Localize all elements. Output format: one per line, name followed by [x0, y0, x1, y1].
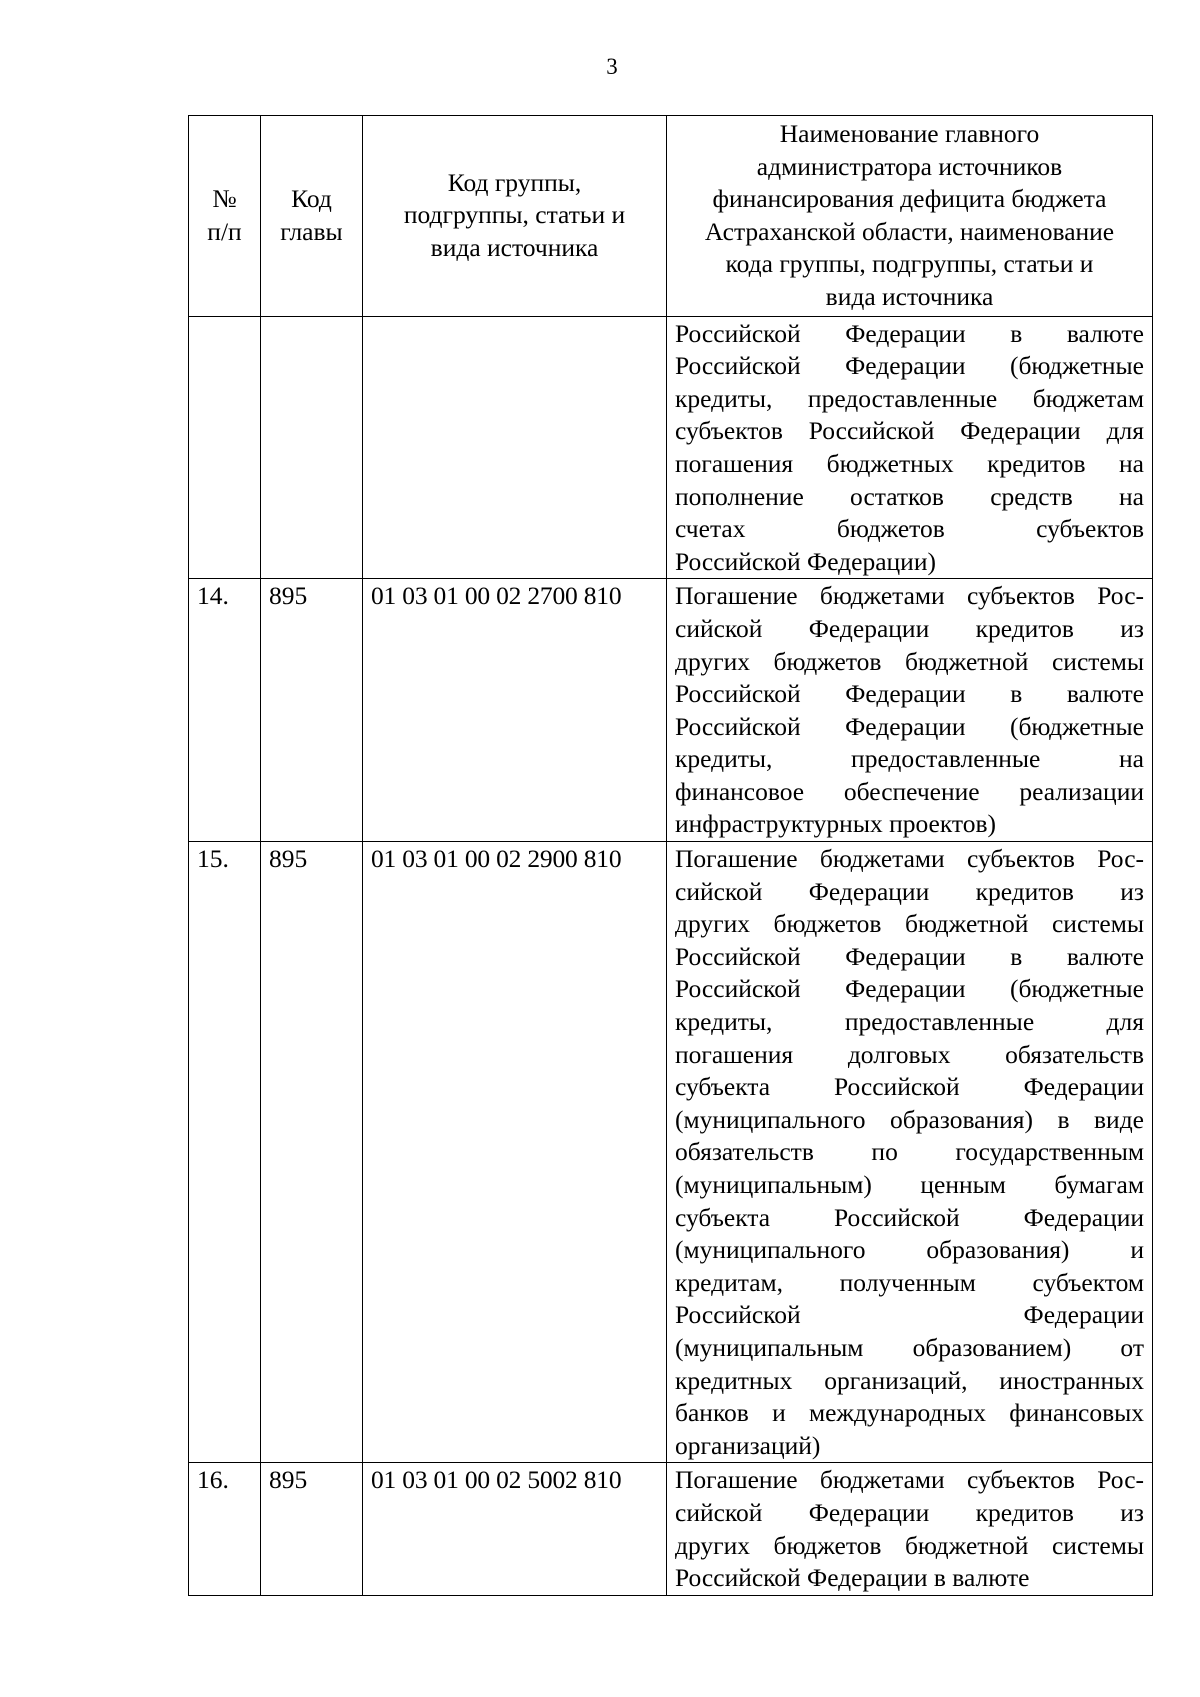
description-line: субъекта Российской Федерации: [675, 1072, 1144, 1102]
description-line: (муниципальным образованием) от: [675, 1332, 1144, 1362]
description-line: Российской Федерации (бюджетные: [675, 711, 1144, 741]
description-line: пополнение остатков средств на: [675, 481, 1144, 511]
row-description: [667, 316, 1153, 579]
description-line: финансовое обеспечение реализации: [675, 776, 1144, 806]
header-text-line: Код группы,: [447, 167, 582, 197]
header-num: [189, 116, 261, 317]
table-row: [189, 316, 1153, 579]
header-text-line: финансирования дефицита бюджета: [712, 184, 1107, 214]
row-source-code: [363, 316, 667, 579]
description-line: субъектов Российской Федерации для: [675, 416, 1144, 446]
description-line: погашения бюджетных кредитов на: [675, 448, 1144, 478]
description-line: субъекта Российской Федерации: [675, 1202, 1144, 1232]
row-description: [667, 842, 1153, 1463]
description-line: Российской Федерации (бюджетные: [675, 351, 1144, 381]
row-number: 14.: [189, 579, 261, 842]
description-line: других бюджетов бюджетной системы: [675, 1530, 1144, 1560]
row-description: [667, 1463, 1153, 1595]
description-line: (муниципальным) ценным бумагам: [675, 1170, 1144, 1199]
row-source-code: 01 03 01 00 02 2700 810: [363, 579, 667, 842]
description-line: Российской Федерации в валюте: [675, 679, 1144, 709]
row-chapter-code: 895: [261, 842, 363, 1463]
description-line: сийской Федерации кредитов из: [675, 876, 1144, 906]
header-text-line: главы: [280, 216, 343, 246]
description-line: (муниципального образования) в виде: [675, 1104, 1144, 1134]
header-text-line: вида источника: [825, 281, 994, 311]
description-line: Погашение бюджетами субъектов Рос-: [675, 1465, 1144, 1495]
table-row: [189, 1463, 1153, 1595]
description-line: других бюджетов бюджетной системы: [675, 909, 1144, 939]
description-line: Российской Федерации (бюджетные: [675, 974, 1144, 1004]
table-row: [189, 842, 1153, 1463]
header-chapter-code: [261, 116, 363, 317]
header-text-line: подгруппы, статьи и: [403, 200, 626, 230]
description-line: инфраструктурных проектов): [675, 809, 997, 839]
description-line: Российской Федерации): [675, 546, 936, 576]
description-line: сийской Федерации кредитов из: [675, 1497, 1144, 1527]
description-line: кредиты, предоставленные для: [675, 1007, 1144, 1037]
row-source-code: 01 03 01 00 02 5002 810: [363, 1463, 667, 1595]
description-line: Российской Федерации: [675, 1300, 1144, 1330]
description-line: Погашение бюджетами субъектов Рос-: [675, 581, 1144, 611]
header-text-line: администратора источников: [756, 151, 1063, 181]
description-line: погашения долговых обязательств: [675, 1039, 1144, 1069]
description-line: кредиты, предоставленные на: [675, 744, 1144, 774]
header-text-line: вида источника: [430, 233, 599, 263]
header-text-line: Астраханской области, наименование: [704, 216, 1115, 246]
header-text-line: Наименование главного: [779, 119, 1040, 148]
header-text-line: №: [212, 184, 237, 214]
sources-table: [188, 115, 1153, 1596]
header-description: [667, 116, 1153, 317]
description-line: Российской Федерации в валюте: [675, 318, 1144, 348]
description-line: счетах бюджетов субъектов: [675, 514, 1144, 544]
description-line: организаций): [675, 1430, 821, 1460]
description-line: банков и международных финансовых: [675, 1398, 1144, 1428]
row-description: [667, 579, 1153, 842]
row-number: 15.: [189, 842, 261, 1463]
table-header-row: [189, 116, 1153, 317]
description-line: Российской Федерации в валюте: [675, 941, 1144, 971]
description-line: других бюджетов бюджетной системы: [675, 646, 1144, 676]
description-line: Погашение бюджетами субъектов Рос-: [675, 844, 1144, 874]
row-number: 16.: [189, 1463, 261, 1595]
description-line: кредитам, полученным субъектом: [675, 1267, 1144, 1297]
header-text-line: кода группы, подгруппы, статьи и: [725, 249, 1094, 279]
header-text-line: Код: [291, 184, 332, 214]
row-chapter-code: 895: [261, 579, 363, 842]
header-source-code: [363, 116, 667, 317]
description-line: Российской Федерации в валюте: [675, 1563, 1030, 1593]
description-line: (муниципального образования) и: [675, 1235, 1144, 1265]
description-line: кредиты, предоставленные бюджетам: [675, 383, 1144, 413]
row-number: [189, 316, 261, 579]
table-row: [189, 579, 1153, 842]
header-text-line: п/п: [207, 216, 242, 246]
row-chapter-code: [261, 316, 363, 579]
description-line: обязательств по государственным: [675, 1137, 1144, 1167]
description-line: сийской Федерации кредитов из: [675, 613, 1144, 643]
row-chapter-code: 895: [261, 1463, 363, 1595]
page-number: 3: [606, 54, 618, 79]
row-source-code: 01 03 01 00 02 2900 810: [363, 842, 667, 1463]
description-line: кредитных организаций, иностранных: [675, 1365, 1144, 1395]
